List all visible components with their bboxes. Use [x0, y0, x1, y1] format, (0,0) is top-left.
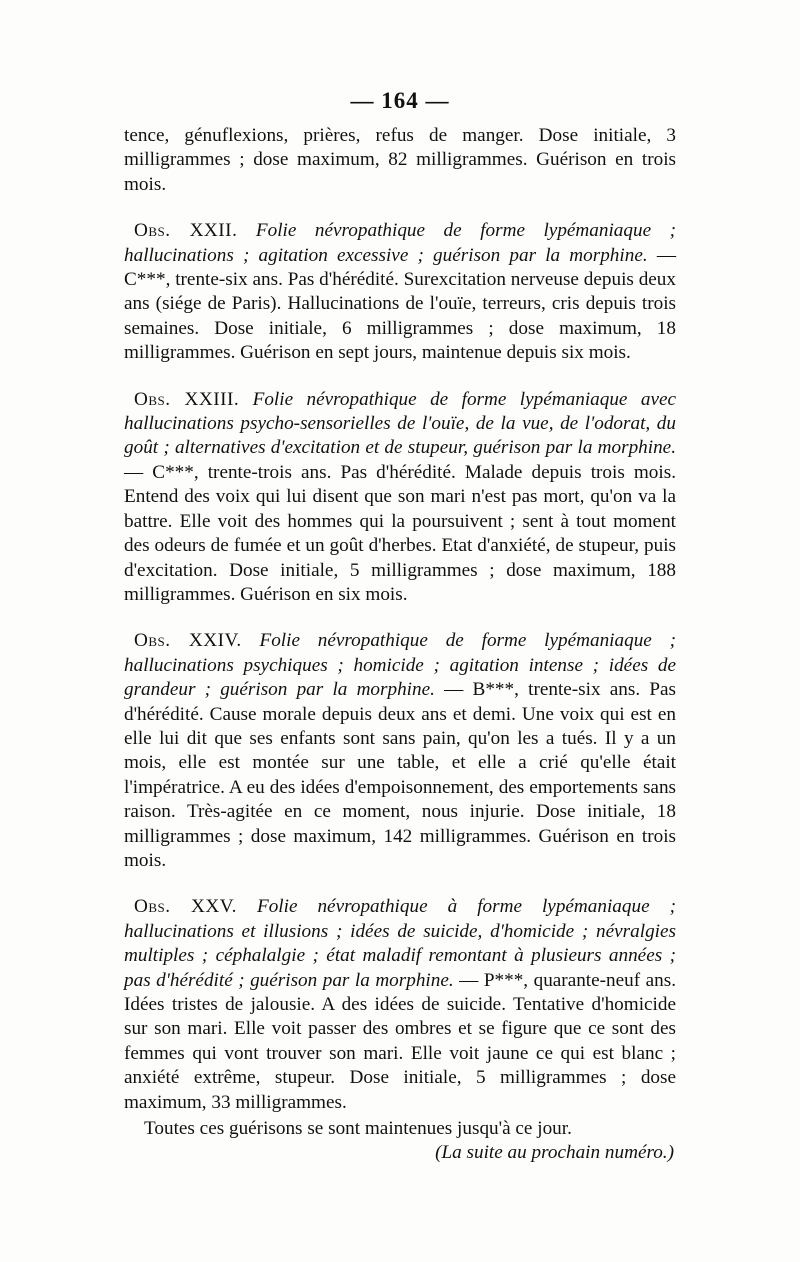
- observation-23: [124, 388, 676, 608]
- observation-title: Folie névropathique de forme lypémaniaque ; hallucinations ; agitation excessive ; guérison par la morphine.: [124, 220, 677, 266]
- observation-title: Folie névropathique de forme lypémaniaque ; hallucinations psychiques ; homicide ; agitation intense ; idées de grandeur ; guérison par la morphine.: [124, 630, 677, 701]
- observation-title: Folie névropathique de forme lypémaniaque avec hallucinations psycho-sensorielles de l'ouïe, de la vue, de l'odorat, du goût ; alternatives d'excitation et de stupeur, guérison par la morphine.: [124, 388, 677, 459]
- paragraph-continuation: tence, génuflexions, prières, refus de manger. Dose initiale, 3 milligrammes ; dose maximum, 82 milligrammes. Guérison en trois mois.: [124, 125, 676, 195]
- observation-body: — B***, trente-six ans. Pas d'hérédité. Cause morale depuis deux ans et demi. Une voix qui est en elle lui dit que ses enfants sont sans pain, qu'on les a tués. Il y a un mois, elle est montée sur une table, et elle a crié qu'elle était l'impératrice. A eu des idées d'empoisonnement, des emportements sans raison. Très-agitée en ce moment, nous injurie. Dose initiale, 18 milligrammes ; dose maximum, 142 milligrammes. Guérison en trois mois.: [124, 679, 677, 871]
- page-text: [124, 124, 676, 1166]
- observation-label: Obs. XXIV.: [134, 630, 242, 652]
- page-number: — 164 —: [350, 88, 450, 113]
- observation-label: Obs. XXII.: [134, 220, 238, 242]
- observation-body: — P***, quarante-neuf ans. Idées tristes de jalousie. A des idées de suicide. Tentative d'homicide sur son mari. Elle voit passer des ombres et se figure que ce sont des femmes qui vont trouver son mari. Elle voit jaune ce qui est blanc ; anxiété extrême, stupeur. Dose initiale, 5 milligrammes ; dose maximum, 33 milligrammes.: [124, 969, 677, 1113]
- observation-title: Folie névropathique à forme lypémaniaque ; hallucinations et illusions ; idées de suicide, d'homicide ; névralgies multiples ; céphalalgie ; état maladif remontant à plusieurs années ; pas d'hérédité ; guérison par la morphine.: [124, 896, 676, 991]
- to-be-continued-note: (La suite au prochain numéro.): [435, 1142, 674, 1164]
- observation-label: Obs. XXIII.: [134, 388, 240, 410]
- observation-body: — C***, trente-six ans. Pas d'hérédité. Surexcitation nerveuse depuis deux ans (siége de Paris). Hallucinations de l'ouïe, terreurs, cris depuis trois semaines. Dose initiale, 6 milligrammes ; dose maximum, 18 milligrammes. Guérison en sept jours, maintenue depuis six mois.: [124, 244, 676, 364]
- closing-sentence: Toutes ces guérisons se sont maintenues jusqu'à ce jour.: [144, 1118, 572, 1140]
- observation-25: [124, 895, 676, 1115]
- observation-24: [124, 629, 676, 873]
- observation-body: — C***, trente-trois ans. Pas d'hérédité. Malade depuis trois mois. Entend des voix qui lui disent que son mari n'est pas mort, qu'on va la battre. Elle voit des hommes qui la poursuivent ; sent à tout moment des odeurs de fumée et un goût d'herbes. Etat d'anxiété, de stupeur, puis d'excitation. Dose initiale, 5 milligrammes ; dose maximum, 188 milligrammes. Guérison en six mois.: [124, 461, 676, 605]
- observation-label: Obs. XXV.: [134, 896, 237, 918]
- observation-22: [124, 219, 676, 365]
